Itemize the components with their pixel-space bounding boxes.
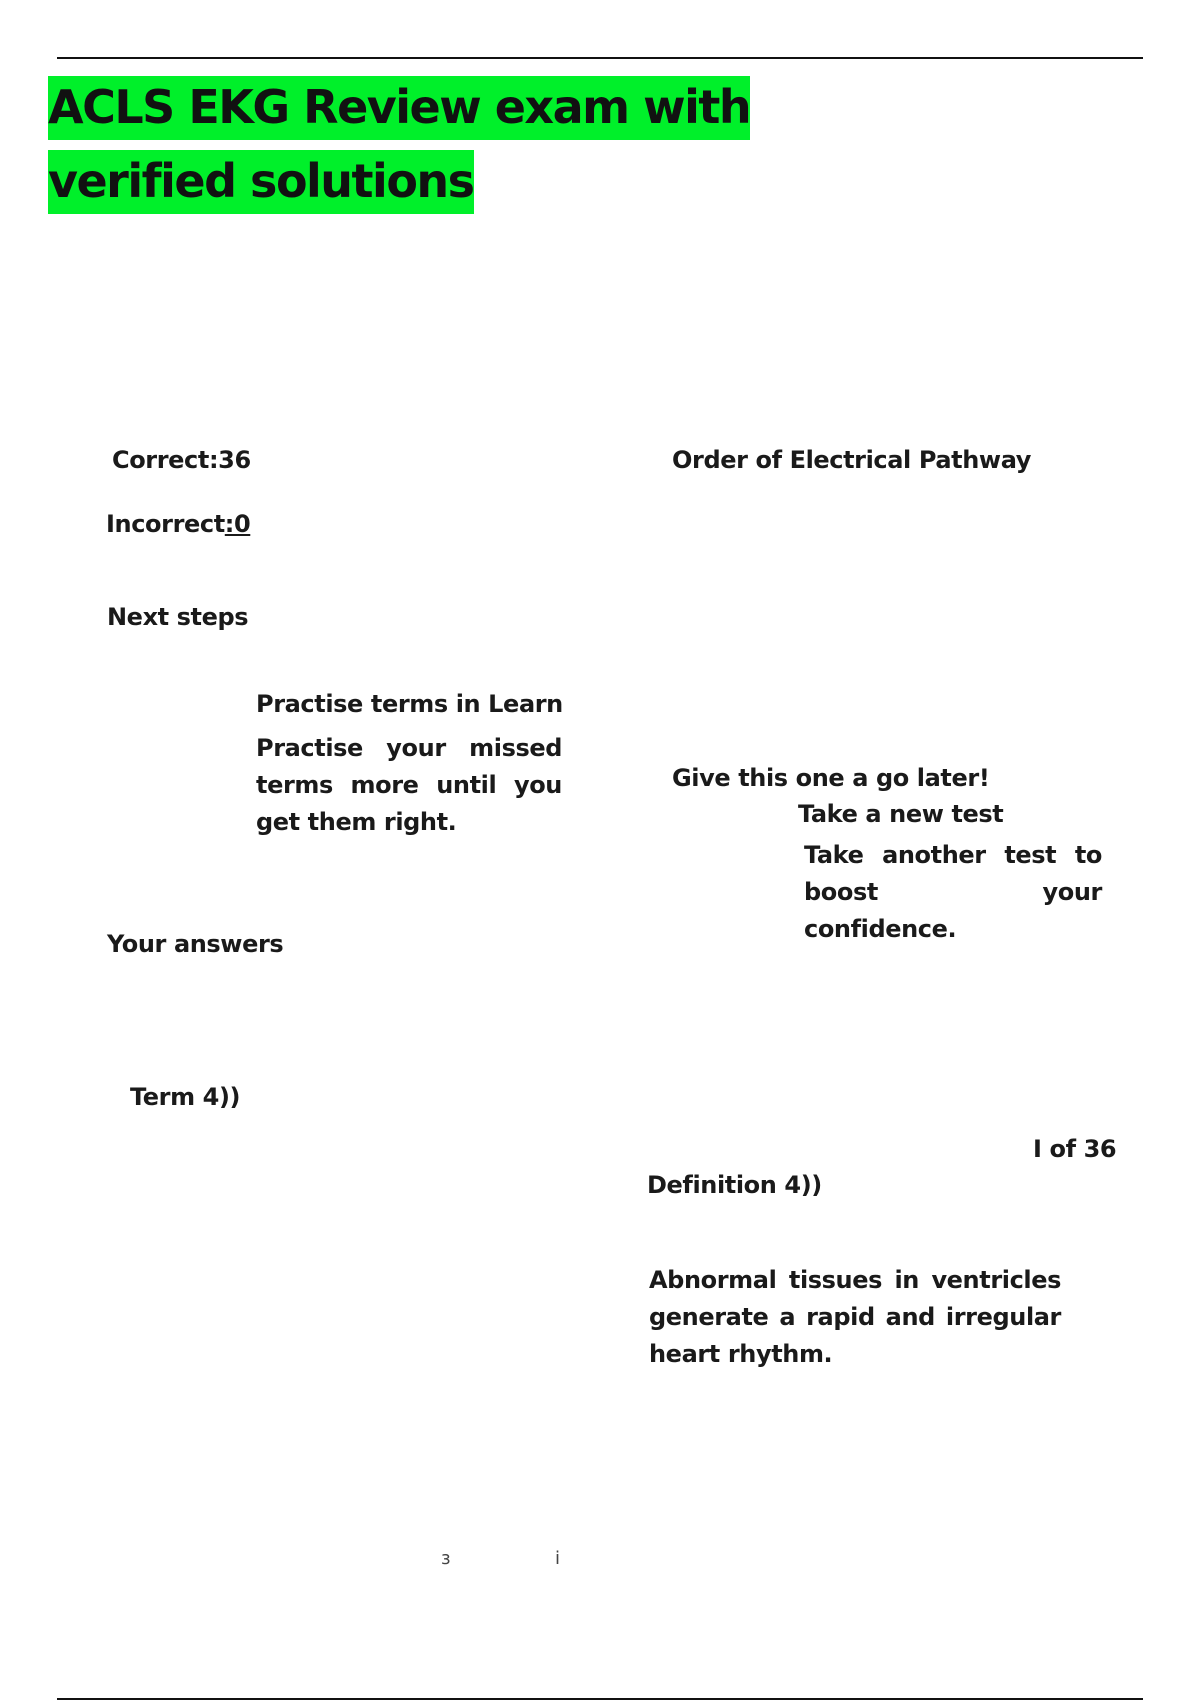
top-divider xyxy=(57,57,1143,59)
definition-label: Definition 4)) xyxy=(647,1171,822,1199)
incorrect-label: Incorrect xyxy=(106,510,225,538)
later-note: Give this one a go later! xyxy=(672,764,990,792)
correct-value: 36 xyxy=(218,446,251,474)
footer-mark-left: з xyxy=(441,1548,451,1569)
footer-mark-right: i xyxy=(555,1548,561,1569)
correct-label: Correct: xyxy=(112,446,219,474)
new-test-option-description: Take another test to boost your confidence. xyxy=(804,841,1102,943)
correct-count xyxy=(112,442,251,479)
next-steps-heading: Next steps xyxy=(107,603,249,631)
question-counter: I of 36 xyxy=(1033,1135,1117,1163)
your-answers-heading: Your answers xyxy=(107,930,284,958)
new-test-option-title[interactable]: Take a new test xyxy=(798,800,1004,828)
incorrect-count xyxy=(106,506,250,543)
learn-option-description: Practise your missed terms more until you get them right. xyxy=(256,734,562,836)
incorrect-value: :0 xyxy=(224,510,251,538)
title-highlight: ACLS EKG Review exam with verified solutions xyxy=(48,76,750,214)
definition-text: Abnormal tissues in ventricles generate a rapid and irregular heart rhythm. xyxy=(649,1266,1061,1368)
learn-option-title[interactable]: Practise terms in Learn xyxy=(256,690,563,718)
order-heading: Order of Electrical Pathway xyxy=(672,446,1032,474)
term-label: Term 4)) xyxy=(130,1083,241,1111)
document-title xyxy=(48,70,948,218)
